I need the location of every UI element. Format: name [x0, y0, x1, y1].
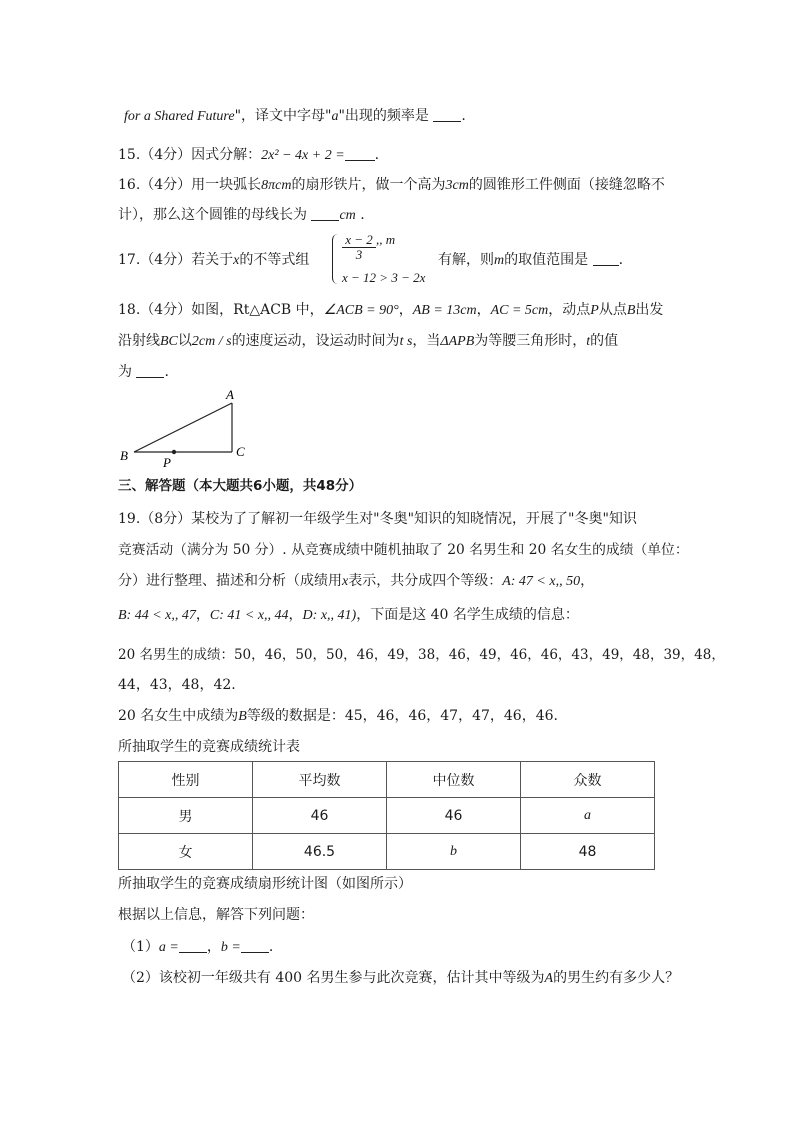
table-row — [119, 834, 655, 870]
text: . — [360, 207, 365, 223]
math-bc: BC — [160, 334, 178, 349]
fraction-denominator: 3 — [355, 247, 363, 262]
inequality-second: x − 12 > 3 − 2x — [342, 270, 426, 285]
text: 的圆锥形工件侧面（接缝忽略不 — [468, 177, 665, 193]
text: ，动点 — [548, 302, 591, 318]
problem-18 — [118, 300, 663, 321]
text: . — [374, 147, 380, 163]
header-mode: 众数 — [521, 762, 655, 798]
cell-median: 46 — [387, 798, 521, 834]
cell-mode: a — [521, 798, 655, 834]
problem-17 — [118, 250, 309, 271]
math-b: B — [238, 709, 247, 724]
math-a: A — [544, 971, 554, 986]
text: （2）该校初一年级共有 400 名男生参与此次竞赛，估计其中等级为 — [122, 970, 545, 986]
answer-blank — [241, 938, 269, 953]
side-ab — [134, 403, 232, 452]
text: 为等腰三角形时， — [474, 333, 587, 349]
math-triangle: ΔAPB — [440, 334, 475, 349]
text: 20 名女生中成绩为 — [118, 708, 239, 724]
text: 有解，则 — [438, 252, 494, 268]
text: 沿射线 — [118, 333, 160, 349]
label-c: C — [236, 444, 245, 459]
text: . — [164, 364, 169, 380]
math-time: t s — [399, 334, 413, 349]
text: 17.（4分）若关于 — [118, 252, 234, 268]
label-b: B — [120, 448, 128, 463]
math-b: B — [626, 303, 636, 318]
brace — [332, 234, 339, 284]
header-mean: 平均数 — [253, 762, 387, 798]
header-gender: 性别 — [119, 762, 253, 798]
label-p: P — [163, 455, 171, 470]
grade-c: C: 41 < x,, 44 — [209, 608, 289, 623]
math-t: t — [586, 334, 591, 349]
text: （1） — [122, 939, 159, 955]
problem-16-cont — [118, 205, 365, 226]
math-a: a — [331, 109, 339, 124]
text: ， — [476, 302, 491, 318]
text: 的速度运动，设运动时间为 — [231, 333, 400, 349]
grade-a: A: 47 < x,, 50 — [502, 574, 581, 589]
inequality-system — [332, 232, 426, 288]
table-row — [119, 798, 655, 834]
cell-median: b — [387, 834, 521, 870]
text: ，当 — [412, 333, 441, 349]
math-angle: ∠ACB = 90° — [323, 303, 399, 318]
math-ab: AB = 13cm — [412, 303, 477, 318]
text: 16.（4分）用一块弧长 — [118, 177, 262, 193]
text: ， — [206, 939, 221, 955]
text: 出发 — [635, 302, 664, 318]
inequality-rest: ,, m — [376, 232, 396, 247]
problem-15 — [118, 145, 379, 166]
text: 计），那么这个圆锥的母线长为 — [118, 207, 307, 223]
problem-19-grades-cont — [118, 605, 579, 626]
math-m: m — [494, 253, 505, 268]
header-median: 中位数 — [387, 762, 521, 798]
table-title: 所抽取学生的竞赛成绩统计表 — [118, 739, 300, 755]
text: 的男生约有多少人？ — [553, 970, 680, 986]
text: 18.（4分）如图，Rt△ACB 中， — [118, 302, 324, 318]
problem-18-cont2 — [118, 362, 169, 382]
math-x: x — [233, 253, 240, 268]
problem-19-cont: 竞赛活动（满分为 50 分）. 从竞赛成绩中随机抽取了 20 名男生和 20 名女生的成绩（单位： — [118, 542, 689, 558]
girls-b-scores — [118, 706, 558, 727]
slogan-text: for a Shared Future — [124, 109, 235, 124]
text: . — [618, 252, 624, 268]
text: "，译文中字母" — [234, 108, 332, 124]
cell-gender: 女 — [119, 834, 253, 870]
text: 为 — [118, 364, 132, 380]
triangle-figure — [112, 385, 262, 470]
text: 以 — [177, 333, 192, 349]
answer-blank — [345, 146, 375, 161]
answer-blank — [136, 363, 164, 378]
problem-16 — [118, 175, 665, 196]
problem-14-tail — [124, 106, 466, 127]
text: 表示，共分成四个等级： — [348, 573, 503, 589]
answer-blank — [311, 206, 339, 221]
math-ac: AC = 5cm — [490, 303, 549, 318]
text: "出现的频率是 — [338, 108, 429, 124]
section-heading: 三、解答题（本大题共6小题，共48分） — [118, 478, 363, 494]
problem-19-grades — [118, 571, 594, 592]
text: 的取值范围是 — [504, 252, 589, 268]
grade-b: B: 44 < x,, 47 — [118, 608, 196, 623]
label-a: A — [226, 387, 234, 402]
text: 等级的数据是：45，46，46，47，47，46，46. — [246, 708, 558, 724]
math-x: x — [342, 574, 349, 589]
text: ， — [195, 607, 210, 623]
point-p — [172, 450, 176, 454]
math-unit: cm — [339, 208, 356, 223]
cell-mean: 46.5 — [253, 834, 387, 870]
pie-chart-title: 所抽取学生的竞赛成绩扇形统计图（如图所示） — [118, 876, 412, 892]
table-header-row — [119, 762, 655, 798]
math-arc: 8πcm — [261, 178, 292, 193]
answer-blank — [179, 938, 207, 953]
answer-blank — [433, 107, 461, 122]
problem-18-cont — [118, 331, 618, 352]
math-a-eq: a = — [158, 940, 179, 955]
stats-table — [118, 761, 655, 870]
math-height: 3cm — [445, 178, 469, 193]
cell-mode: 48 — [521, 834, 655, 870]
answer-blank — [593, 251, 619, 266]
fraction — [342, 233, 376, 262]
math-b-eq: b = — [220, 940, 241, 955]
grade-d: D: x,, 41) — [302, 608, 357, 623]
text: 分）进行整理、描述和分析（成绩用 — [118, 573, 342, 589]
math-p: P — [590, 303, 599, 318]
question-1 — [122, 937, 273, 958]
math-expression: 2x² − 4x + 2 = — [261, 148, 345, 163]
text: 的值 — [590, 333, 619, 349]
text: . — [461, 108, 466, 124]
text: 15.（4分）因式分解： — [118, 147, 262, 163]
text: ， — [398, 302, 413, 318]
cell-mean: 46 — [253, 798, 387, 834]
cell-gender: 男 — [119, 798, 253, 834]
text: ， — [580, 573, 595, 589]
text: 的不等式组 — [239, 252, 310, 268]
text: 从点 — [598, 302, 627, 318]
math-speed: 2cm / s — [191, 334, 232, 349]
question-2 — [122, 968, 679, 989]
fraction-numerator: x − 2 — [342, 233, 376, 248]
boys-scores-cont: 44，43，48，42. — [118, 677, 236, 693]
answer-intro: 根据以上信息，解答下列问题： — [118, 907, 314, 923]
text: 的扇形铁片，做一个高为 — [291, 177, 446, 193]
problem-17-tail — [438, 250, 623, 271]
problem-19: 19.（8分）某校为了了解初一年级学生对"冬奥"知识的知晓情况，开展了"冬奥"知识 — [118, 511, 637, 527]
text: ， — [288, 607, 303, 623]
text: . — [268, 939, 274, 955]
text: ，下面是这 40 名学生成绩的信息： — [356, 607, 579, 623]
boys-scores: 20 名男生的成绩：50，46，50，50，46，49，38，46，49，46，46，43，49，48，39，48， — [118, 647, 725, 663]
